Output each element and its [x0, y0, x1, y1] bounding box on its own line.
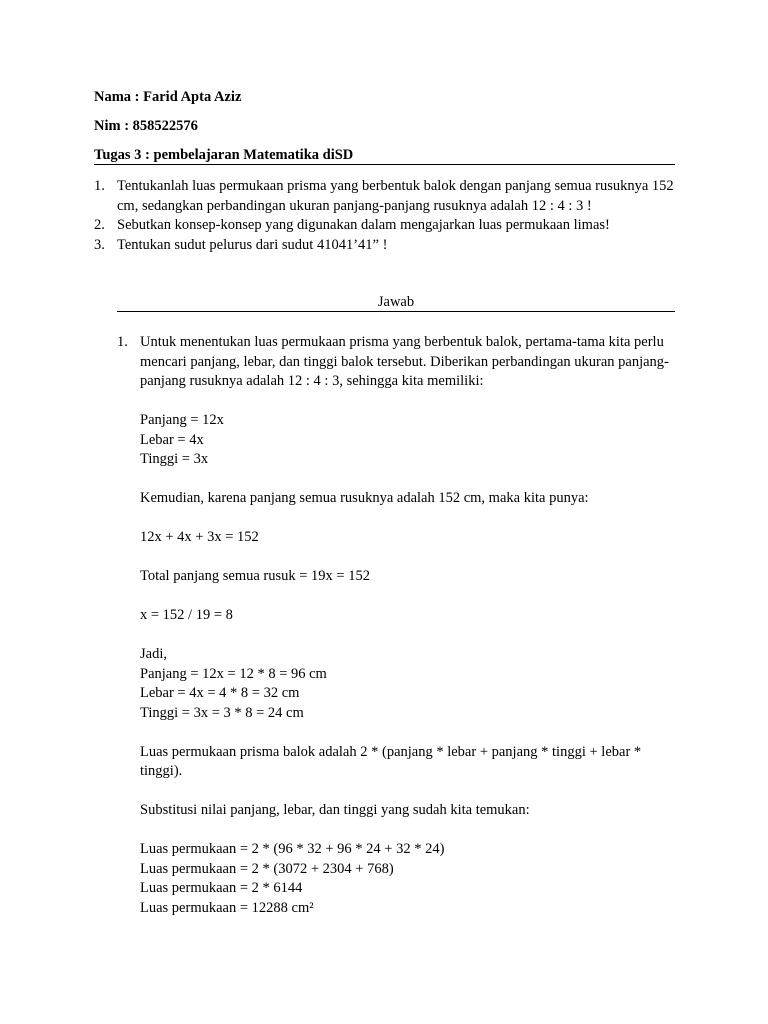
question-list	[94, 177, 679, 255]
calc-line: Luas permukaan = 2 * (3072 + 2304 + 768)	[140, 860, 394, 877]
question-item	[94, 216, 679, 236]
calc-line: Luas permukaan = 2 * (96 * 32 + 96 * 24 + 32 * 24)	[140, 841, 445, 857]
calc-line: Luas permukaan = 12288 cm²	[140, 899, 314, 916]
student-name: Nama : Farid Apta Aziz	[94, 89, 242, 105]
question-item	[94, 236, 679, 256]
answer-then: Kemudian, karena panjang semua rusuknya adalah 152 cm, maka kita punya:	[140, 490, 589, 506]
answer-body	[117, 333, 679, 918]
question-number: 3.	[94, 236, 105, 253]
equation-line: x = 152 / 19 = 8	[140, 607, 233, 623]
ratio-line: Lebar = 4x	[140, 431, 204, 448]
assignment-title: Tugas 3 : pembelajaran Matematika diSD	[94, 147, 354, 163]
answer-number: 1.	[117, 334, 128, 350]
question-text: Sebutkan konsep-konsep yang digunakan dalam mengajarkan luas permukaan limas!	[117, 217, 610, 233]
question-number: 2.	[94, 217, 105, 233]
question-text: Tentukan sudut pelurus dari sudut 41041’41” !	[117, 236, 388, 253]
answer-1	[117, 333, 679, 918]
answer-jadi: Jadi,	[140, 646, 167, 662]
answer-heading: Jawab	[377, 294, 415, 310]
question-number: 1.	[94, 178, 105, 194]
substitution-text: Substitusi nilai panjang, lebar, dan tinggi yang sudah kita temukan:	[140, 802, 530, 818]
calc-line: Luas permukaan = 2 * 6144	[140, 880, 303, 896]
equation-line: 12x + 4x + 3x = 152	[140, 529, 259, 545]
equation-line: Total panjang semua rusuk = 19x = 152	[140, 568, 370, 584]
question-item	[94, 177, 679, 216]
ratio-line: Panjang = 12x	[140, 412, 224, 428]
formula-text: Luas permukaan prisma balok adalah 2 * (panjang * lebar + panjang * tinggi + lebar * tinggi).	[140, 743, 642, 779]
answer-divider	[117, 311, 675, 312]
ratio-line: Tinggi = 3x	[140, 451, 209, 467]
result-line: Lebar = 4x = 4 * 8 = 32 cm	[140, 685, 300, 701]
result-line: Panjang = 12x = 12 * 8 = 96 cm	[140, 665, 327, 682]
answer-intro: Untuk menentukan luas permukaan prisma yang berbentuk balok, pertama-tama kita perlu mencari panjang, lebar, dan tinggi balok tersebut. Diberikan perbandingan ukuran panjang-panjang rusuknya adalah 12 : 4 : 3, sehingga kita memiliki:	[140, 334, 669, 389]
student-nim: Nim : 858522576	[94, 118, 198, 134]
header-divider	[94, 164, 675, 165]
result-line: Tinggi = 3x = 3 * 8 = 24 cm	[140, 704, 304, 721]
question-text: Tentukanlah luas permukaan prisma yang berbentuk balok dengan panjang semua rusuknya 152 cm, sedangkan perbandingan ukuran panjang-panjang rusuknya adalah 12 : 4 : 3 !	[117, 178, 674, 214]
